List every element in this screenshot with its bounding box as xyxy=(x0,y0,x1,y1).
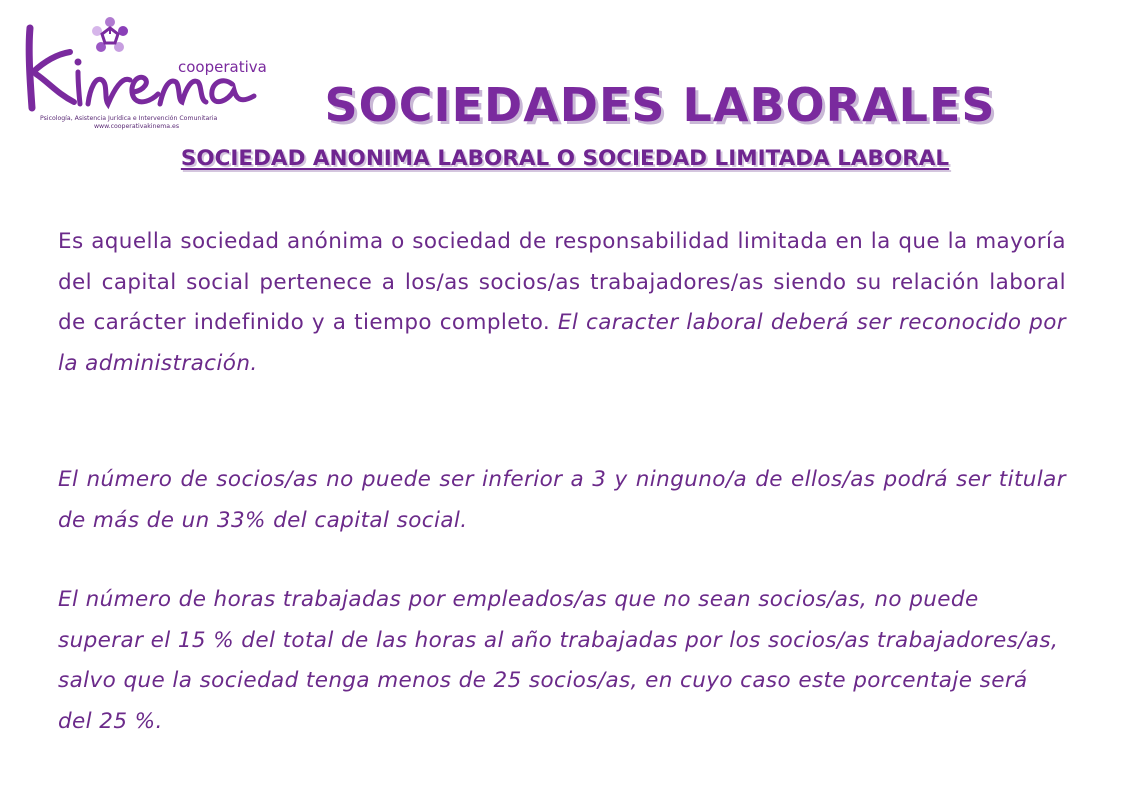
people-emblem-icon xyxy=(92,17,128,52)
paragraph-hours: El número de horas trabajadas por empleados/as que no sean socios/as, no puede superar el 15 % del total de las horas al año trabajadas por los socios/as trabajadores/as, salvo que la sociedad tenga menos de 25 socios/as, en cuyo caso este porcentaje será del 25 %. xyxy=(58,587,1059,734)
page-title: SOCIEDADES LABORALES xyxy=(324,78,996,132)
page-subtitle: SOCIEDAD ANONIMA LABORAL O SOCIEDAD LIMITADA LABORAL xyxy=(180,146,950,171)
paragraph-definition-normal: Es aquella sociedad anónima o sociedad de responsabilidad limitada en la que la mayoría del capital social pertenece a los/as socios/as trabajadores/as siendo su relación laboral de carácter indefinido y a tiempo completo. xyxy=(58,229,1066,335)
svg-text:cooperativa: cooperativa xyxy=(178,58,267,76)
paragraph-definition xyxy=(58,222,1066,384)
kinema-logo xyxy=(18,10,268,135)
kinema-logo-graphic xyxy=(18,10,268,135)
paragraph-partners: El número de socios/as no puede ser inferior a 3 y ninguno/a de ellos/as podrá ser titular de más de un 33% del capital social. xyxy=(58,467,1066,533)
svg-text:www.cooperativakinema.es: www.cooperativakinema.es xyxy=(94,123,180,130)
svg-text:Psicología, Asistencia Jurídic: Psicología, Asistencia Jurídica e Intervención Comunitaria xyxy=(40,115,218,122)
paragraph-definition-italic: El caracter laboral deberá ser reconocido por la administración. xyxy=(58,310,1067,376)
